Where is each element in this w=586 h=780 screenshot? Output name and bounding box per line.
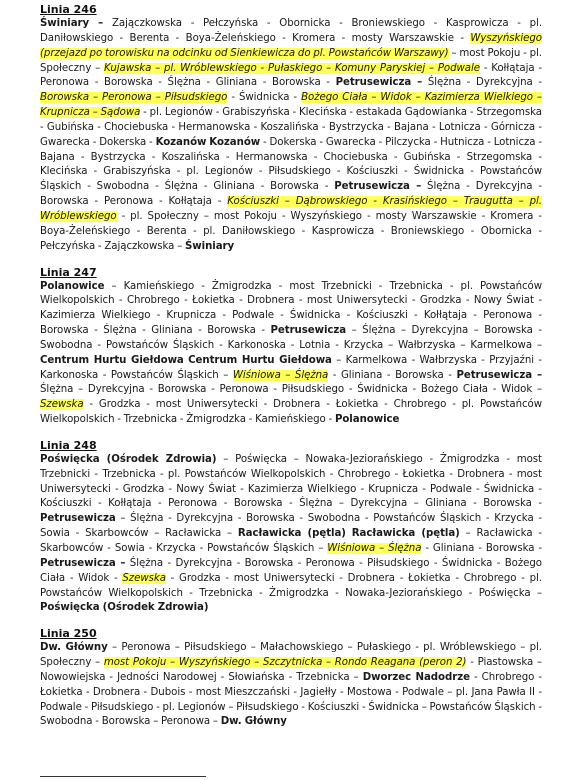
terminus-stop-name: Centrum Hurtu Giełdowa	[188, 354, 332, 366]
route-segment: – Poświęcka – Nowaka-Jeziorańskiego - Żmigrodzka - most Trzebnicki - Trzebnicka - pl. Powstańców Wielkopolskich - Chrobrego - Łokietka - Drobnera - most Uniwersytecki - Grodzka - Nowy Świat - Kazimierza Wielkiego - Krupnicza - Podwale - Świdnicka - Kościuszki - Kołłątaja - Peronowa - Borowska - Ślężna – Dyrekcyjna – Gliniana - Borowska -	[40, 453, 543, 510]
route-segment: - Dokerska - Gwarecka - Pilczycka - Hutnicza - Lotnicza - Bajana - Bystrzycka - Koszalińska - Hermanowska - Chociebuska - Gubińska - Strzegomska - Klecińska - Grabiszyńska - pl. Legionów - Piłsudskiego - Kościuszki - Świdnicka - Powstańców Śląskich - Swobodna - Ślężna - Gliniana - Borowska -	[40, 136, 542, 193]
terminus-stop-name: Poświęcka (Ośrodek Zdrowia)	[40, 453, 217, 465]
route-segment: Ślężna - Dyrekcyjna - Borowska - Peronowa - Piłsudskiego - Świdnicka - Bożego Ciała - Widok -	[40, 557, 542, 584]
terminus-stop-name: Dw. Główny	[220, 716, 287, 728]
route-segment: - Piastowska – Nowowiejska - Jedności Narodowej - Słowiańska - Trzebnicka –	[40, 657, 542, 683]
terminus-stop-name: Racławicka (pętla)	[237, 528, 346, 540]
terminus-stop-name: Świniary –	[40, 18, 104, 29]
route-segment: – Ślężna – Dyrekcyjna – Borowska - Swobodna - Powstańców Śląskich - Karkonoska - Lotnia - Krzycka – Wałbrzyska – Karmelkowa –	[40, 325, 542, 351]
terminus-stop-name: Poświęcka (Ośrodek Zdrowia)	[40, 602, 209, 614]
route-segment: - Świdnicka -	[227, 92, 302, 104]
route-segment: – most Pokoju - pl. Społeczny –	[40, 47, 542, 74]
route-line-title: Linia 247	[40, 265, 97, 279]
terminus-stop-name: Dworzec Nadodrze	[362, 671, 470, 683]
terminus-stop-name: Polanowice	[40, 280, 105, 292]
route-segment: – Kamieńskiego - Żmigrodzka - most Trzebnicki - Trzebnicka - pl. Powstańców Wielkopolskich - Chrobrego - Łokietka - Drobnera - most Uniwersytecki - Grodzka - Nowy Świat - Kazimierza Wielkiego - Krupnicza - Podwale - Świdnicka - Kościuszki - Kołłątaja - Peronowa - Borowska - Ślężna - Gliniana - Borowska -	[40, 280, 542, 337]
route-segment: - Kołłątaja - Peronowa - Borowska - Ślężna - Gliniana - Borowska -	[40, 62, 542, 89]
highlighted-route-segment: Kujawska – pl. Wróblewskiego - Pułaskiego – Komuny Paryskiej – Podwale	[103, 62, 480, 74]
highlighted-route-segment: Wiśniowa – Ślężna	[327, 543, 422, 554]
terminus-stop-name: Petrusewicza –	[335, 77, 423, 89]
highlighted-route-segment: Kościuszki – Dąbrowskiego - Krasińskiego – Traugutta – pl. Wróblewskiego	[40, 196, 542, 222]
terminus-stop-name: Kozanów	[209, 136, 261, 148]
highlighted-route-segment: Borowska – Peronowa – Piłsudskiego	[40, 92, 228, 104]
document-page	[40, 3, 542, 741]
highlighted-route-segment: Szewska	[122, 572, 166, 584]
highlighted-route-segment: most Pokoju – Wyszyńskiego – Szczytnicka – Rondo Reagana (peron 2)	[103, 657, 467, 669]
terminus-stop-name: Petrusewicza	[40, 513, 116, 525]
terminus-stop-name: Kozanów	[155, 136, 207, 148]
route-segment: Ślężna - Dyrekcyjna -	[422, 77, 542, 89]
route-segment: Ślężna - Dyrekcyjna - Borowska - Peronowa - Kołłątaja -	[40, 181, 542, 208]
route-description	[40, 641, 542, 730]
terminus-stop-name: Polanowice	[334, 414, 400, 426]
route-segment: Zajączkowska - Pełczyńska - Obornicka - Broniewskiego - Kasprowicza - pl. Daniłowskiego - Berenta - Boya-Żeleńskiego - Kromera - mosty Warszawskie -	[40, 18, 543, 44]
route-segment: – Karmelkowa - Wałbrzyska - Przyjaźni - Karkonoska - Powstańców Śląskich –	[40, 354, 542, 381]
route-segment: - Gliniana - Borowska -	[328, 369, 457, 381]
terminus-stop-name: Petrusewicza	[270, 325, 347, 337]
highlighted-route-segment: Wiśniowa – Ślężna	[232, 369, 329, 381]
terminus-stop-name: Centrum Hurtu Giełdowa	[40, 354, 184, 366]
route-segment: – Ślężna - Dyrekcyjna - Borowska - Swobodna - Powstańców Śląskich - Krzycka - Sowia - Skarbowców – Racławicka –	[40, 513, 542, 540]
footer-divider	[40, 776, 206, 777]
highlighted-route-segment: Szewska	[40, 399, 84, 411]
route-segment: - Grodzka - most Uniwersytecki - Drobnera - Łokietka - Chrobrego - pl. Powstańców Wielkopolskich - Trzebnicka - Żmigrodzka - Kamieńskiego -	[40, 399, 542, 426]
route-segment: - Grodzka - most Uniwersytecki - Drobnera - Łokietka - Chrobrego - pl. Powstańców Wielkopolskich - Trzebnicka - Żmigrodzka - Nowaka-Jeziorańskiego - Poświęcka –	[40, 572, 542, 599]
route-line-section	[40, 3, 542, 255]
route-line-title: Linia 246	[40, 3, 97, 16]
terminus-stop-name: Dw. Główny	[40, 642, 108, 654]
terminus-stop-name: Petrusewicza –	[456, 369, 542, 381]
route-line-section	[40, 266, 542, 428]
route-segment: - pl. Społeczny – most Pokoju - Wyszyńskiego - mosty Warszawskie - Kromera - Boya-Żeleńskiego - Berenta - pl. Daniłowskiego - Kasprowicza - Broniewskiego - Obornicka - Pełczyńska - Zajączkowska –	[40, 210, 542, 252]
route-segment: - Gliniana - Borowska -	[421, 543, 543, 554]
terminus-stop-name: Petrusewicza –	[334, 181, 422, 193]
route-line-section	[40, 627, 542, 730]
route-segment: – Peronowa – Piłsudskiego – Małachowskiego – Pułaskiego - pl. Wróblewskiego – pl. Społeczny –	[40, 642, 542, 669]
route-line-title: Linia 250	[40, 627, 97, 641]
route-segment: Ślężna – Dyrekcyjna - Borowska - Peronowa - Piłsudskiego - Świdnicka - Bożego Ciała - Widok –	[40, 384, 542, 396]
route-description	[40, 453, 542, 616]
route-segment: – Racławicka - Skarbowców - Sowia - Krzycka - Powstańców Śląskich –	[40, 528, 542, 554]
route-line-title: Linia 248	[40, 438, 97, 452]
route-segment: - pl. Legionów - Grabiszyńska - Klecińska - estakada Gądowianka - Strzegomska - Gubińska - Chociebuska - Hermanowska - Koszalińska - Bystrzycka - Bajana - Lotnicza - Górnicza - Gwarecka - Dokerska -	[40, 107, 542, 148]
highlighted-route-segment: Bożego Ciała – Widok – Kazimierza Wielkiego – Krupnicza – Sądowa	[40, 92, 543, 119]
terminus-stop-name: Świniary	[185, 240, 235, 252]
route-line-section	[40, 439, 542, 616]
route-segment: - Chrobrego - Łokietka - Drobnera - Dubois - most Mieszczański - Jagiełły - Mostowa - Podwale – pl. Jana Pawła II - Podwale - Piłsudskiego - pl. Legionów – Piłsudskiego - Kościuszki - Świdnicka – Powstańców Śląskich - Swobodna - Borowska – Peronowa –	[40, 671, 543, 728]
route-description	[40, 280, 542, 428]
highlighted-route-segment: Wyszyńskiego (przejazd po torowisku na odcinku od Sienkiewicza do pl. Powstańców Warszawy)	[40, 32, 542, 59]
terminus-stop-name: Racławicka (pętla)	[351, 528, 460, 540]
terminus-stop-name: Petrusewicza –	[40, 557, 126, 569]
route-description	[40, 17, 542, 255]
